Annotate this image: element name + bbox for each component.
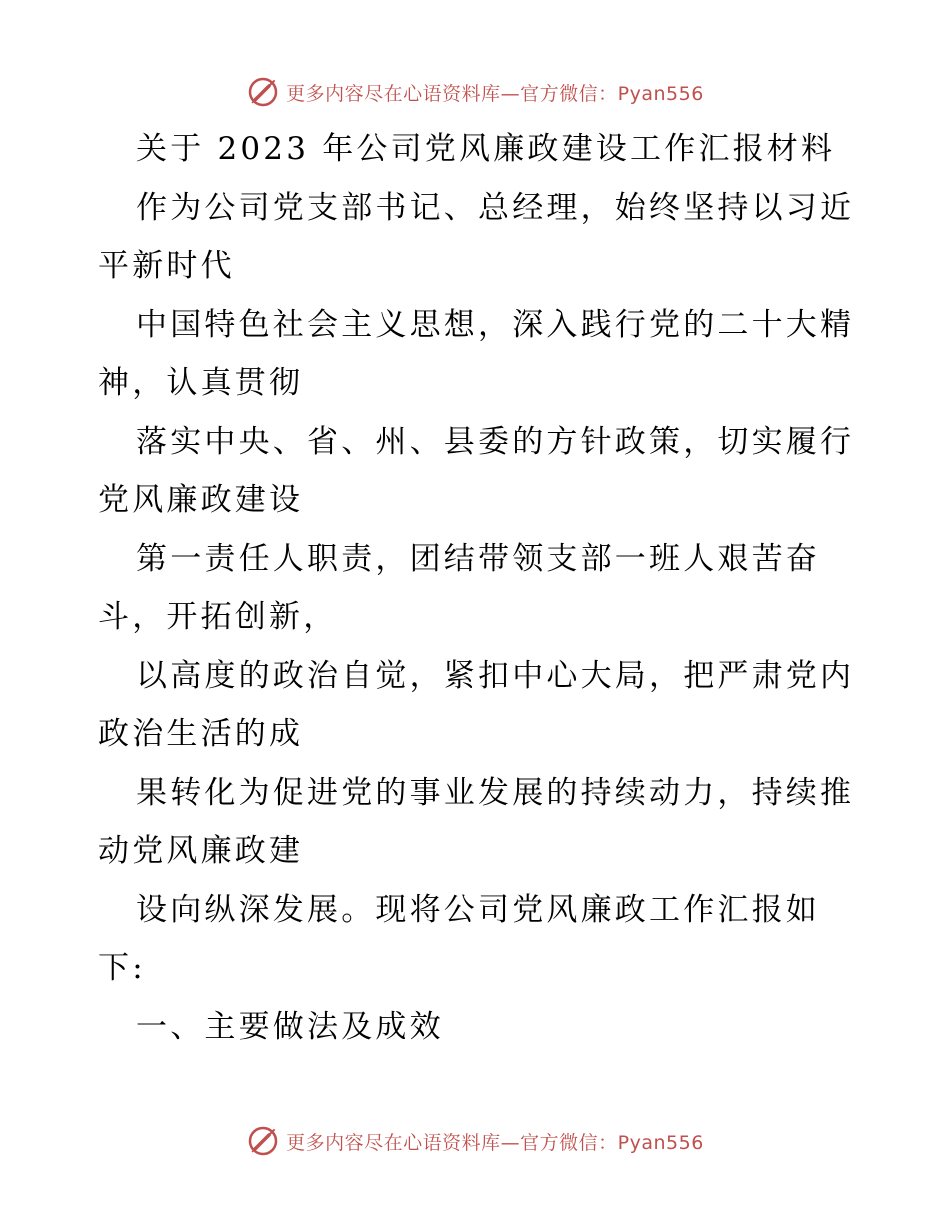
pen-logo-icon <box>246 75 280 109</box>
footer-banner-text: 更多内容尽在心语资料库—官方微信：Pyan556 <box>286 1131 704 1154</box>
paragraph-line: 落实中央、省、州、县委的方针政策，切实履行 <box>136 423 855 460</box>
document-title: 关于 2023 年公司党风廉政建设工作汇报材料 <box>136 131 836 167</box>
section-heading: 一、主要做法及成效 <box>136 1008 444 1045</box>
paragraph-line: 作为公司党支部书记、总经理，始终坚持以习近 <box>136 189 855 226</box>
paragraph-line: 第一责任人职责，团结带领支部一班人艰苦奋 <box>136 540 820 577</box>
paragraph-line: 下: <box>98 950 146 986</box>
paragraph-line: 以高度的政治自觉，紧扣中心大局，把严肃党内 <box>136 657 855 694</box>
paragraph-line: 平新时代 <box>98 248 235 284</box>
paragraph-line: 斗，开拓创新， <box>98 599 338 635</box>
paragraph-line: 神，认真贯彻 <box>98 365 304 401</box>
paragraph-line: 政治生活的成 <box>98 716 304 752</box>
header-banner <box>0 72 950 112</box>
paragraph-line: 设向纵深发展。现将公司党风廉政工作汇报如 <box>136 891 820 928</box>
paragraph-line: 动党风廉政建 <box>98 833 304 869</box>
paragraph-line: 中国特色社会主义思想，深入践行党的二十大精 <box>136 306 855 343</box>
pen-logo-icon <box>246 1124 280 1158</box>
paragraph-line: 党风廉政建设 <box>98 482 304 518</box>
footer-banner <box>0 1121 950 1161</box>
header-banner-text: 更多内容尽在心语资料库—官方微信：Pyan556 <box>286 82 704 105</box>
document-body <box>98 120 858 1056</box>
paragraph-line: 果转化为促进党的事业发展的持续动力，持续推 <box>136 774 855 811</box>
